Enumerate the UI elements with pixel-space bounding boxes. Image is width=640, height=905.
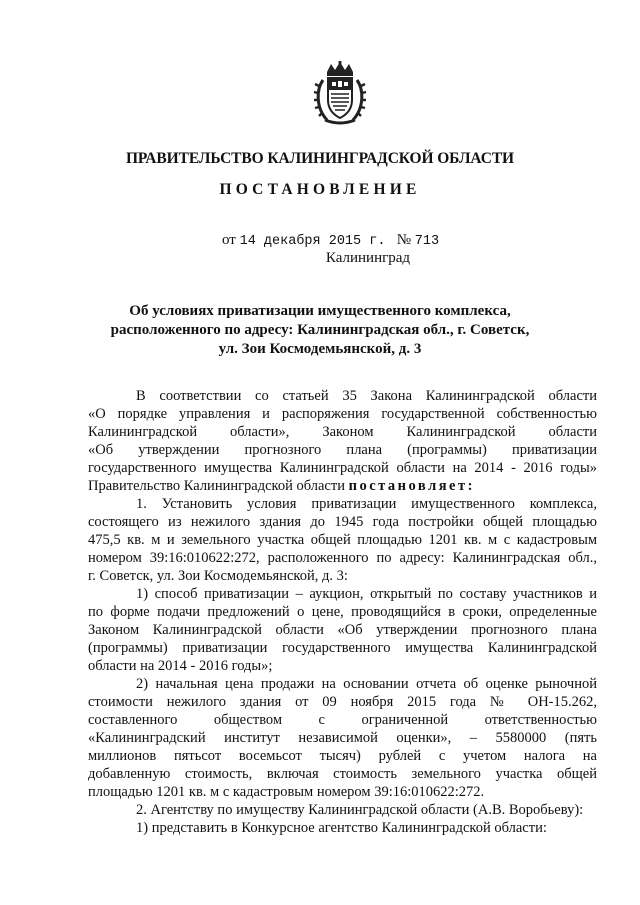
- body-line: «Калининградский институт независимой оценки», – 5580000 (пять: [88, 730, 597, 746]
- body-line: 1) представить в Конкурсное агентство Калининградской области:: [136, 820, 547, 836]
- document-type: ПОСТАНОВЛЕНИЕ: [219, 181, 421, 198]
- body-line: «О порядке управления и распоряжения государственной собственностью: [88, 406, 597, 422]
- number-sign: №: [396, 232, 411, 248]
- body-line: 1) способ приватизации – аукцион, открытый по составу участников и: [136, 586, 597, 602]
- document-title: [0, 302, 640, 359]
- date-number-line: [222, 232, 439, 249]
- body-line: по форме подачи предложений о цене, проводящийся в сроки, определенные: [88, 604, 597, 620]
- resolves-keyword: постановляет:: [348, 478, 475, 494]
- body-line: добавленную стоимость, включая стоимость земельного участка общей: [88, 766, 597, 782]
- body-line: стоимости нежилого здания от 09 ноября 2015 года № ОН-15.262,: [88, 694, 597, 710]
- government-subject: Правительство Калининградской области: [88, 478, 345, 494]
- document-number: 713: [414, 234, 440, 249]
- body-line: г. Советск, ул. Зои Космодемьянской, д. 3:: [88, 568, 348, 584]
- document-body: [88, 387, 597, 837]
- title-line: расположенного по адресу: Калининградская обл., г. Советск,: [110, 322, 530, 338]
- city-name: Калининград: [325, 250, 411, 266]
- body-line: (программы) приватизации государственного имущества Калининградской: [88, 640, 597, 656]
- coat-of-arms-emblem: [313, 60, 367, 128]
- body-line: 2) начальная цена продажи на основании отчета об оценке рыночной: [136, 676, 597, 692]
- document-date: 14 декабря 2015 г.: [239, 234, 386, 249]
- body-line: [88, 477, 597, 495]
- body-line: составленного обществом с ограниченной ответственностью: [88, 712, 597, 728]
- body-line: государственного имущества Калининградской области на 2014 - 2016 годы»: [88, 460, 597, 476]
- body-line: площадью 1201 кв. м с кадастровым номером 39:16:010622:272.: [88, 784, 485, 800]
- date-prefix: от: [222, 232, 236, 248]
- body-line: «Об утверждении прогнозного плана (программы) приватизации: [88, 442, 597, 458]
- body-line: номером 39:16:010622:272, расположенного по адресу: Калининградская обл.,: [88, 550, 597, 566]
- title-line: ул. Зои Космодемьянской, д. 3: [218, 341, 422, 357]
- body-line: 1. Установить условия приватизации имущественного комплекса,: [136, 496, 597, 512]
- body-line: 475,5 кв. м и земельного участка общей площадью 1201 кв. м с кадастровым: [88, 532, 597, 548]
- organization-name: ПРАВИТЕЛЬСТВО КАЛИНИНГРАДСКОЙ ОБЛАСТИ: [125, 150, 515, 167]
- body-line: области на 2014 - 2016 годы»;: [88, 658, 273, 674]
- body-line: миллионов пятьсот восемьсот тысяч) рублей с учетом налога на: [88, 748, 597, 764]
- body-line: состоящего из нежилого здания до 1945 года постройки общей площадью: [88, 514, 597, 530]
- body-line: Законом Калининградской области «Об утверждении прогнозного плана: [88, 622, 597, 638]
- body-line: 2. Агентству по имуществу Калининградской области (А.В. Воробьеву):: [136, 802, 584, 818]
- body-line: Калининградской области», Законом Калининградской области: [88, 424, 597, 440]
- body-line: В соответствии со статьей 35 Закона Калининградской области: [136, 388, 597, 404]
- title-line: Об условиях приватизации имущественного комплекса,: [129, 303, 511, 319]
